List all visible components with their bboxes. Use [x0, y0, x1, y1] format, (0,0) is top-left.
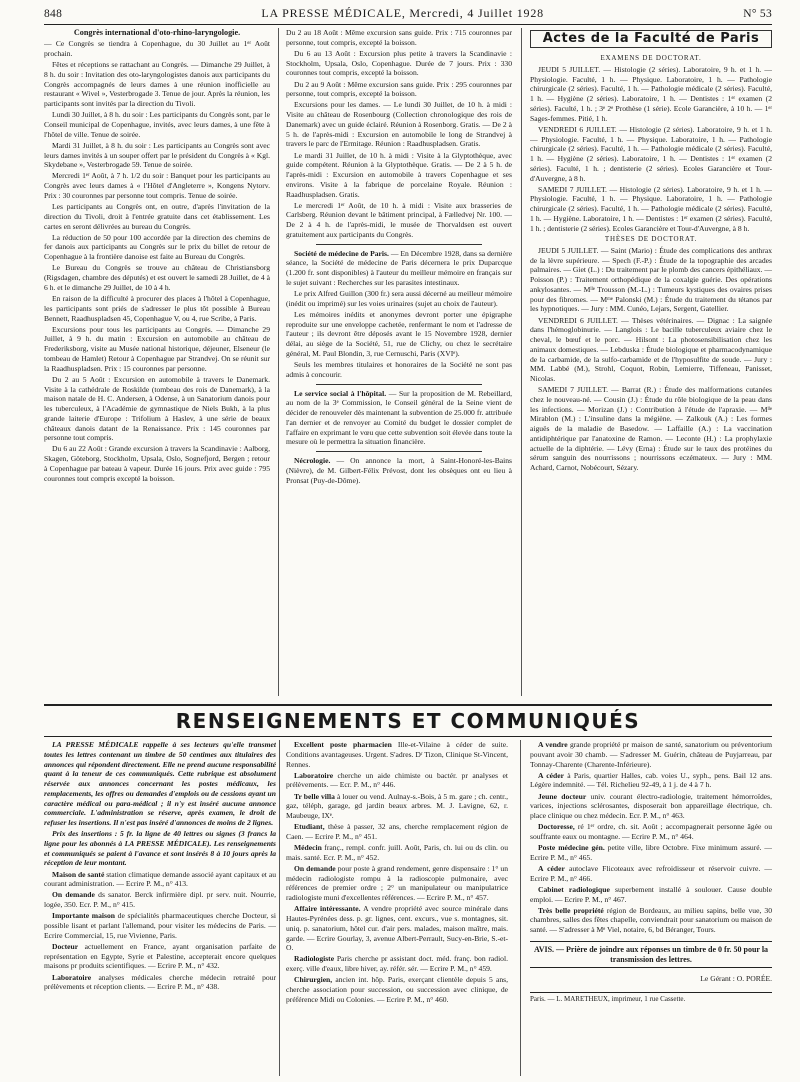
ad-text: pour poste à grand rendement, genre dispensaire : 1° un médecin radiologiste rompu à la radioscopie pulmonaire, avec références de premier ordre ; 2° un manipulateur ou manipulatrice radiologiste muni d'excellentes références. — Ecrire P. M., n° 457. [286, 863, 508, 903]
ad-text: thèse à passer, 32 ans, cherche remplacement région de Caen. — Ecrire P. M., n° 451. [286, 822, 508, 841]
renseignements-title: RENSEIGNEMENTS ET COMMUNIQUÉS [175, 709, 641, 733]
ad-text: Ille-et-Vilaine à céder de suite. Conditions avantageuses. Urgent. S'adres. Dʳ Tizon, Clinique St-Vincent, Rennes. [286, 740, 508, 769]
ad-text: franç., rempl. confr. juill. Août, Paris, ch. lui ou ds clin. ou mais. santé. Ecr. P. M., n° 452. [286, 843, 508, 862]
ad-text: station climatique demande associé ayant capitaux et au courant administration. — Ecrire P. M., n° 413. [44, 869, 276, 889]
classified-ad [286, 740, 508, 769]
ad-text: ds sanator. Berck infirmière dipl. pr serv. nuit. Nourrie, logée, 350. Ecr. P. M., n° 415. [44, 890, 276, 910]
journal-title: LA PRESSE MÉDICALE, Mercredi, 4 Juillet 1928 [261, 6, 544, 20]
necro-title: Nécrologie. [294, 456, 331, 466]
congres-paragraph: Du 6 au 22 Août : Grande excursion à travers la Scandinavie : Aalborg, Skagen, Göteborg, Stockholm, Upsala, Oslo, Sognefjord, Bergen ; retour à Copenhague par bateau à vapeur. Durée 16 jours. Prix avec guide : 795 couronnes tout compris excepté la boisson. [44, 444, 270, 483]
ads-list-1 [44, 870, 276, 993]
ad-text: A vendre propriété avec source minérale dans Hautes-Pyrénées dess. p. gr. lignes, cent. excurs., vue s. montagnes, sit. uniq. p. sanatorium, hôtel cur. d'air pers. malades, maison maître, mais. garde. — Ecrire Gourlay, 3, avenue Albert-Perrault, Sucy-en-Brie, S.-et-O. [286, 904, 508, 953]
classified-ad [530, 864, 772, 884]
societe-title: Société de médecine de Paris. [294, 248, 389, 258]
ad-lead: A céder [538, 770, 564, 780]
classified-ad [530, 885, 772, 905]
excursions-body [286, 28, 512, 240]
ad-lead: Poste médecine gén. [538, 843, 605, 853]
issue-number: N° 53 [743, 8, 772, 20]
congres-paragraph: Mercredi 1ᵉʳ Août, à 7 h. 1/2 du soir : Banquet pour les participants au Congrès avec leurs dames à « l'Hôtel d'Angleterre », Kongens Nytorv. Prix : 30 couronnes par personne tout compris. Tenue de soirée. [44, 171, 270, 200]
these-entry: SAMEDI 7 JUILLET. — Barrat (R.) : Étude des malformations cutanées chez le nouveau-né. — Cousin (J.) : Étude du rôle biologique de la peau dans les infections. — Morizan (J.) : Contribution à l'étude de l'apraxie. — Mˡˡᵉ Mirablon (M.) : L'insuline dans la mégiène. — Zalkouk (A.) : Les formes aiguës de la maladie de Basedow. — Laffaille (A.) : La vaccination antidiphtérique par l'anatoxine de Ramon. — Leconte (H.) : La prophylaxie actuelle de la diphtérie. — Lévy (Erna) : Étude sur le taux des protéines du sérum sanguin des nourrissons ; nourrissons eczémateux. — Jury : MM. Achard, Carnot, Nobécourt, Sézary. [530, 385, 772, 473]
congres-paragraph: — Ce Congrès se tiendra à Copenhague, du 30 Juillet au 1ᵉʳ Août prochain. [44, 39, 270, 58]
ad-lead: On demande [52, 890, 95, 900]
ad-text: actuellement en France, ayant organisation parfaite de représentation en Egypte, Syrie et Palestine, accepterait encore quelques maisons pr produits scientifiques. — Ecrire P. M., n° 432. [44, 941, 276, 971]
ad-text: ré 1ᵉʳ ordre, ch. sit. Août ; accompagnerait personne âgée ou souffrante eaux ou montagne. — Ecrire P. M., n° 464. [530, 822, 772, 841]
societe-paragraph: Les mémoires inédits et anonymes devront porter une épigraphe reproduite sur une enveloppe cachetée, renfermant le nom et l'adresse de l'auteur ; ils devront être déposés avant le 15 Novembre 1928, dernier délai, au siège de la Société, 51, rue de Clichy, ou chez le secrétaire général, M. Paul Blondin, 3, rue Cernuschi, Paris (XVIᵉ). [286, 309, 512, 358]
printer-line: Paris. — L. MARETHEUX, imprimeur, 1 rue Cassette. [530, 992, 772, 1005]
excursion-paragraph: Le mardi 31 Juillet, de 10 h. à midi : Visite à la Glyptothèque, avec guide compétent. Réunion à la Glyptothèque. Gratis. — De 2 à 5 h. de l'après-midi : Excursion en automobile à travers Copenhague et ses environs. Visite à la fabrique de porcelaine Royale. Réunion : Raadhuspladsen. Gratis. [286, 150, 512, 199]
header-rule [44, 24, 772, 25]
column-divider [279, 740, 280, 1076]
ad-lead: On demande [294, 863, 336, 873]
service-paragraph: Le service social à l'hôpital. — Sur la proposition de M. Rebeillard, au nom de la 3ᵉ Commission, le Conseil général de la Seine vient de décider de renouveler dès maintenant la subvention de 25.000 fr. attribuée l'an dernier et de renvoyer au Comité du budget le dossier complet de l'affaire en exprimant le vœu que cette subvention soit élevée dans toute la mesure où le permettra la situation financière. [286, 388, 512, 447]
ad-lead: Importante maison [52, 911, 115, 921]
congres-paragraph: Fêtes et réceptions se rattachant au Congrès. — Dimanche 29 Juillet, à 8 h. du soir : Invitation des oto-laryngologistes danois aux participants du Congrès accompagnés de leurs dames à une réunion inofficielle au restaurant « Wivel », Vesterbrogade 3. Tenue de jour. Après la réunion, les participants sont invités par la direction du Tivoli. [44, 60, 270, 109]
ad-lead: Etudiant, [294, 822, 325, 832]
congres-paragraph: Les participants au Congrès ont, en outre, d'après l'invitation de la direction du Tivoli, droit à l'entrée gratuite dans cet établissement. Les cartes en seront délivrées au bureau du Congrès. [44, 202, 270, 231]
ad-lead: Très belle propriété [538, 905, 604, 915]
examens-heading: EXAMENS DE DOCTORAT. [600, 53, 702, 62]
ad-text: univ. courant électro-radiologie, traitement hémorroïdes, varices, injections sclérosantes, disposerait bon appareillage électrique, ch. place clinique ou chez médecin. Ecr. P. M., n° 463. [530, 791, 772, 821]
classified-ad [286, 822, 508, 842]
classified-ad [44, 911, 276, 940]
classified-ad [530, 792, 772, 821]
classified-ad [530, 740, 772, 769]
classified-ad [44, 973, 276, 993]
renseignements-intro: LA PRESSE MÉDICALE rappelle à ses lecteurs qu'elle transmet toutes les lettres contenant un timbre de 50 centimes aux titulaires des annonces qui répondent directement. Elle ne prend aucune responsabilité quant à la teneur de ces communiqués. Cette rubrique est absolument réservée aux annonces concernant les postes médicaux, les remplacements, les offres ou demandes d'emplois ou de cessions ayant un caractère médical ou para-médical ; il n'y est inséré aucune annonce commerciale. L'administration se réserve, après examen, le droit de refuser les insertions. Il n'est pas inséré d'annonces de moins de 2 lignes. [44, 740, 276, 827]
classified-ad [530, 822, 772, 842]
congres-paragraph: Le Bureau du Congrès se trouve au château de Christiansborg (Rigsdagen, chambre des députés) et est ouvert le samedi 28 Juillet, de 4 à 6 h. et le dimanche 29 Juillet, de 10 à 4 h. [44, 263, 270, 292]
column-divider [278, 28, 279, 696]
column-divider [521, 28, 522, 696]
section-divider [316, 244, 482, 245]
classified-ad [530, 843, 772, 863]
classified-ad [286, 954, 508, 974]
classified-ad [286, 843, 508, 863]
column-divider [520, 740, 521, 1076]
societe-paragraph: Seuls les membres titulaires et honoraires de la Société ne sont pas admis à concourir. [286, 360, 512, 379]
renseignements-banner [44, 704, 772, 737]
ad-lead: Jeune docteur [538, 791, 587, 801]
ad-text: petite ville, libre Octobre. Fixe minimum assuré. — Ecrire P. M., n° 465. [530, 843, 772, 862]
ad-text: de spécialités pharmaceutiques cherche Docteur, si possible lisant et parlant l'allemand, pour visiter les médecins de Paris. — Ecrire Commercial, 15, rue Vivienne, Paris. [44, 911, 276, 940]
theses-heading: THÈSES DE DOCTORAT. [604, 234, 698, 243]
congres-paragraph: Lundi 30 Juillet, à 8 h. du soir : Les participants du Congrès sont, par le Conseil municipal de Copenhague, invités, avec leurs dames, à une fête à l'hôtel de ville. Tenue de soirée. [44, 110, 270, 139]
excursion-paragraph: Du 2 au 9 Août : Même excursion sans guide. Prix : 295 couronnes par personne, tout compris, excepté la boisson. [286, 79, 512, 99]
ad-text: Paris cherche pr assistant doct. méd. franç. bon radiol. exerç. ville d'eaux, libre hiver, ay. référ. sér. — Ecrire P. M., n° 459. [286, 954, 508, 974]
ad-text: ancien int. hôp. Paris, exerçant clientèle depuis 5 ans, cherche association pour succession, ou succession avec clinique, de préférence Midi ou Colonies. — Ecrire P. M., n° 460. [286, 975, 508, 1004]
congres-paragraph: En raison de la difficulté à procurer des places à l'hôtel à Copenhague, les participants sont priés de s'adresser le plus tôt possible à Bureau Bennett, Raadhuspladsen 45, Copenhague V, ou 4, rue Scribe, à Paris. [44, 294, 270, 323]
ads-column-1 [44, 740, 276, 1078]
necro-paragraph: Nécrologie. — On annonce la mort, à Saint-Honoré-les-Bains (Nièvre), de M. Gilbert-Félix Prévost, dont les obsèques ont eu lieu à Pronsat (Puy-de-Dôme). [286, 456, 512, 485]
societe-paragraph: Le prix Alfred Guillon (300 fr.) sera aussi décerné au meilleur mémoire (inédit ou imprimé) sur les voies urinaires (sujet au choix de l'auteur). [286, 289, 512, 308]
ad-lead: A vendre [538, 740, 568, 749]
ad-lead: Radiologiste [294, 954, 335, 964]
ads-list-3 [530, 740, 772, 935]
examen-entry: SAMEDI 7 JUILLET. — Histologie (2 séries). Laboratoire, 9 h. et 1 h. — Physiologie. Faculté, 1 h. — Physique. Laboratoire, 1 h. — Pathologie chirurgicale (2 séries). Faculté, 1 h. — Pathologie médicale (2 séries). Faculté, 1 h. — Hygiène. Laboratoire, 1 h. — Dentistes : 1ᵉʳ examen (2 séries). Faculté, 1 h. ; dentisterie (2 séries). Ecoles Garancière et Tour-d'Auvergne, à 8 h. [530, 184, 772, 233]
ad-text: superbement installé à soulouer. Cause double emploi. — Ecrire P. M., n° 467. [530, 884, 772, 904]
ad-lead: Docteur [52, 941, 79, 951]
ad-text: analyses médicales cherche médecin retraité pour prélèvements et réception clients. — Ecrire P. M., n° 438. [44, 972, 276, 992]
ad-text: à Paris, quartier Halles, cab. voies U., syph., pens. Bail 12 ans. Légère indemnité. — Tél. Richelieu 92-49, à 1 j. de 4 à 7 h. [530, 770, 772, 790]
classified-ad [286, 792, 508, 821]
ad-text: région de Bordeaux, au milieu sapins, belle vue, 30 chambres, salles des fêtes chapelle, conviendrait pour sanatorium ou maison de santé. — S'adresser à Mᵉ Viel, notaire, 6, bd Béranger, Tours. [530, 905, 772, 935]
gerant-signature: Le Gérant : O. PORÉE. [700, 974, 772, 984]
congres-body [44, 39, 270, 483]
page-number: 848 [44, 8, 63, 20]
classified-ad [286, 904, 508, 953]
classified-ad [530, 906, 772, 935]
ad-lead: Affaire intéressante. [294, 904, 361, 914]
congres-paragraph: Excursions pour tous les participants au Congrès. — Dimanche 29 Juillet, à 9 h. du matin : Excursion en automobile au château de Frederiksborg, visite au Musée national historique, déjeuner, Elseneur (le tombeau de Hamlet) Retour à Copenhague par Strandvej. On se réunit sur la Raadhuspladsen. Prix : 15 couronnes par personne. [44, 324, 270, 373]
these-entry: JEUDI 5 JUILLET. — Saint (Mario) : Étude des complications des anthrax de la lèvre supérieure. — Spech (F.-P.) : Étude de la topographie des arcades palmaires. — Giet (L.) : Du traitement par le plomb des cancers épithéliaux. — Poisson (P.) : Traitement orthopédique de la coxalgie guérie. Des opérations ankylosantes. — Mˡˡᵉ Trousson (M.-L.) : Tumeurs kystiques des ovaires prises pour des fibromes. — Mᵐᵉ Palonski (M.) : Étude du traitement du tétanos par les hypnotiques. — Jury : MM. Cunéo, Lejars, Sergent, Gatellier. [530, 245, 772, 314]
ad-lead: Chirurgien, [294, 975, 333, 985]
societe-body [286, 289, 512, 380]
classified-ad [44, 942, 276, 971]
classified-ad [286, 771, 508, 791]
congres-paragraph: Du 2 au 5 Août : Excursion en automobile à travers le Danemark. Visite à la cathédrale de Roskilde (tombeau des rois de Danemark), à la maison natale de H. C. Andersen, à Odense, à un Sanatorium danois pour les tuberculeux, à l'Académie de gymnastique de Niels Bukh, à la plus grande laiterie d'Europe : Trifolium à Haslev, à une série de beaux châteaux danois datant de la Renaissance. Prix : 145 couronnes par personne tout compris. [44, 374, 270, 443]
congres-column [44, 28, 270, 698]
excursion-paragraph: Excursions pour les dames. — Le lundi 30 Juillet, de 10 h. à midi : Visite au château de Rosenbourg (Collection chronologique des rois de Danemark) avec un guide éclairé. Réunion à Rosenborg. Gratis. — De 2 à 5 h. de l'après-midi : Excursion en automobile le long de Strandvej à travers le parc de l'Ermitage. Réunion : Raadhuspladsen. Gratis. [286, 100, 512, 149]
ad-lead: Médecin [294, 843, 322, 853]
ad-text: grande propriété pr maison de santé, sanatorium ou préventorium pouvant avoir 30 chamb. — S'adresser M. Guérin, château de Puyjarreau, par Tonnay-Charente (Charente-Inférieure). [530, 740, 772, 769]
classified-ad [286, 864, 508, 903]
ad-text: autoclave Flicoteaux avec refroidisseur et réservoir cuivre. — Ecrire P. M., n° 466. [530, 863, 772, 883]
ad-lead: Maison de santé [52, 869, 105, 879]
service-title: Le service social à l'hôpital. [294, 388, 387, 398]
these-entry: VENDREDI 6 JUILLET. — Thèses vétérinaires. — Dignac : La saignée dans l'hémoglobinurie. — Langlois : Le bacille tuberculeux aviaire chez le cheval, le bœuf et le porc. — Hilsont : La photosensibilisation chez les animaux domestiques. — Lebduska : Étude biologique et pharmacodynamique de la carbamide, de la sulfo-carbamide et de l'hyposulfite de soude. — Jury : MM. Labbé (M.), Strohl, Coquot, Robin, Lemierre, Tiffeneau, Panisset, Nicolas. [530, 315, 772, 384]
ad-lead: Laboratoire [52, 972, 92, 982]
ad-lead: Doctoresse, [538, 822, 575, 832]
societe-paragraph: Société de médecine de Paris. — En Décembre 1928, dans sa dernière séance, la Société de médecine de Paris décernera le prix Duparcque (1.200 fr. sont disponibles) à l'auteur du meilleur mémoire en français sur le sujet suivant : Recherches sur les parasites intestinaux. [286, 248, 512, 287]
avis-notice: AVIS. — Prière de joindre aux réponses un timbre de 0 fr. 50 pour la transmission des lettres. [530, 941, 772, 969]
section-divider [316, 451, 482, 452]
congres-paragraph: Mardi 31 Juillet, à 8 h. du soir : Les participants au Congrès sont avec leurs dames invités à un souper offert par le président du Congrès à « Kgl. Skydebane », Vesterbrogade 59. Tenue de soirée. [44, 140, 270, 170]
ad-lead: Tr belle villa [294, 791, 335, 801]
ad-lead: Laboratoire [294, 770, 334, 780]
excursion-paragraph: Le mercredi 1ᵉʳ Août, de 10 h. à midi : Visite aux brasseries de Carlsberg. Réunion devant le bâtiment principal, à Fælledvej Nr. 100. — De 2 à 4 h. de l'après-midi, le musée de Thorvaldsen est ouvert gratuitement aux participants du Congrès. [286, 200, 512, 239]
ad-text: à louer ou vend. Aulnay-s.-Bois, à 5 m. gare ; ch. centr., gaz, téléph, garage, gd jardin beaux arbres. M. J. Lavigne, 62, r. Maubeuge, IXᵉ. [286, 791, 508, 821]
ads-column-3 [530, 740, 772, 1078]
theses-body [530, 246, 772, 473]
classified-ad [44, 890, 276, 910]
page-header [44, 6, 772, 24]
congres-paragraph: La réduction de 50 pour 100 accordée par la direction des chemins de fer danois aux participants au Congrès sur le prix du billet de retour de Copenhague à la frontière danoise est faite au Bureau du Congrès. [44, 232, 270, 262]
excursion-paragraph: Du 6 au 13 Août : Excursion plus petite à travers la Scandinavie : Stockholm, Upsala, Oslo, Copenhague. Durée de 7 jours. Prix : 330 couronnes tout compris, excepté la boisson. [286, 48, 512, 78]
ads-column-2 [286, 740, 508, 1078]
actes-title: Actes de la Faculté de Paris [530, 30, 772, 48]
excursion-paragraph: Du 2 au 18 Août : Même excursion sans guide. Prix : 715 couronnes par personne, tout compris, excepté la boisson. [286, 28, 512, 47]
examens-body [530, 65, 772, 234]
ad-lead: Excellent poste pharmacien [294, 740, 392, 749]
ads-list-2 [286, 740, 508, 1005]
actes-column [530, 28, 772, 698]
renseignements-prix: Prix des insertions : 5 fr. la ligne de 40 lettres ou signes (3 francs la ligne pour les abonnés à LA PRESSE MÉDICALE). Les renseignements et communiqués se paient à l'avance et sont insérés 8 à 10 jours après la réception de leur montant. [44, 829, 276, 868]
classified-ad [44, 870, 276, 890]
examen-entry: VENDREDI 6 JUILLET. — Histologie (2 séries). Laboratoire, 9 h. et 1 h. — Physiologie. Faculté, 1 h. — Physique. Laboratoire, 1 h. — Pathologie chirurgicale (2 séries). Faculté, 1 h. — Pathologie médicale (2 séries). Faculté, 1 h. — Hygiène (2 séries). Laboratoire, 1 h. — Dentistes : 1ᵉʳ examen (2 séries). Faculté, 1 h. ; dentisterie (2 séries). Ecoles Garancière et Tour-d'Auvergne, à 8 h. [530, 124, 772, 183]
congres-title: Congrès international d'oto-rhino-laryngologie. [73, 28, 241, 37]
excursions-column [286, 28, 512, 698]
classified-ad [530, 771, 772, 791]
examen-entry: JEUDI 5 JUILLET. — Histologie (2 séries). Laboratoire, 9 h. et 1 h. — Physiologie. Faculté, 1 h. — Physique. Laboratoire, 1 h. — Pathologie chirurgicale (2 séries). Faculté, 1 h. — Pathologie médicale (2 séries). Faculté, 1 h. — Hygiène (2 séries). Laboratoire, 1 h. — Dentistes : 1ᵉʳ examen (2 séries). Faculté, 1 h. ; 3ᵉ 2ᵉ Prothèse (1 série). Ecole Garancière, à 10 h. — 1ᵉʳ Sages-femmes. Pitié, 1 h. [530, 64, 772, 123]
ad-text: cherche un aide chimiste ou bactér. pr analyses et prélèvements. — Ecr. P. M., n° 446. [286, 770, 508, 790]
ad-lead: Cabinet radiologique [538, 884, 610, 894]
section-divider [316, 384, 482, 385]
classified-ad [286, 975, 508, 1004]
ad-lead: A céder [538, 863, 565, 873]
